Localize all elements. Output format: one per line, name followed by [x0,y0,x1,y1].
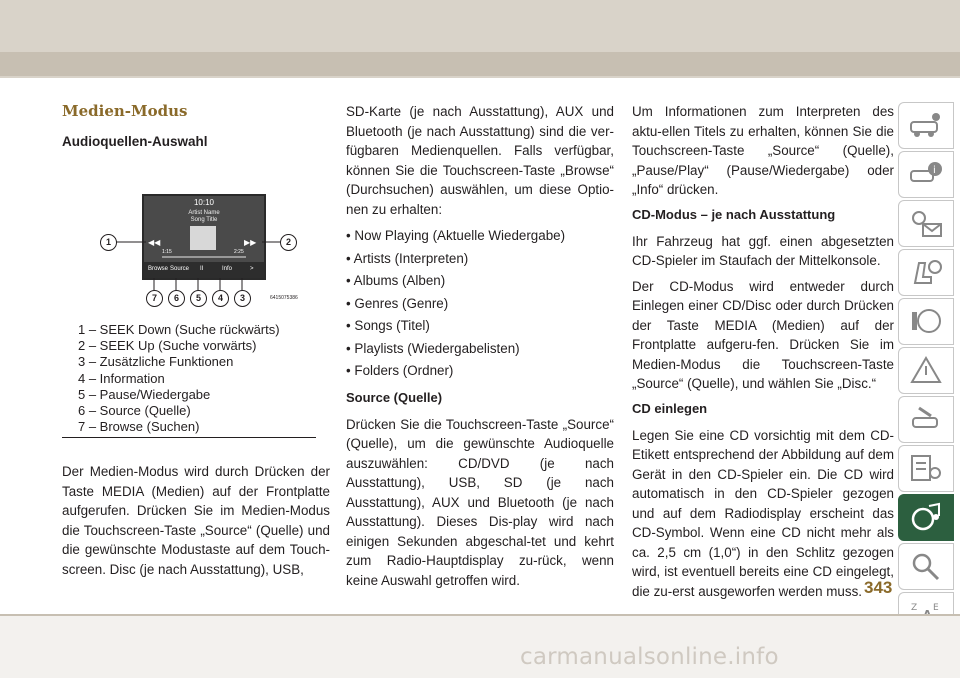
paragraph: SD-Karte (je nach Ausstattung), AUX und Bluetooth (je nach Ausstattung) sind die ver-fügbaren Medienquellen. Falls verfügbar, können Sie die Touchscreen-Taste „Browse“ (Durchsuchen) auswählen, um diese Optio-nen zu erhalten: [346,104,614,217]
car-info-icon [909,110,943,140]
chapter-tabs [898,102,954,641]
index-letter: Z [911,603,918,613]
top-stripe [0,52,960,76]
svg-text:i: i [933,165,936,176]
screen-time: 10:10 [193,198,215,207]
legend-item: 1 – SEEK Down (Suche rückwärts) [78,322,280,337]
seek-down-icon: ◀◀ [148,238,161,247]
figure-id: 6415075386 [270,295,298,301]
tab-car-info[interactable] [898,102,954,149]
screen-artist: Artist Name [188,210,220,216]
legend-item: 5 – Pause/Wiedergabe [78,386,211,402]
list-item: • Genres (Genre) [346,293,614,316]
paragraph: Drücken Sie die Touchscreen-Taste „Source“ (Quelle), um die gewünschte Audioquelle auszuwählen: CD/DVD (je nach Ausstattung), USB, SD (je nach Ausstattung), AUX und Bluetooth (je nach Ausstattung). Dieses Dis-play wird nach einigen Sekunden abgeschal-tet und kehrt zum Radio-Hauptdisplay zu-rück, wenn keine Auswahl getroffen wird. [346,416,614,588]
callout-4: 4 [212,290,229,307]
callout-2: 2 [280,234,297,251]
wrench-car-icon [909,404,943,434]
callout-5: 5 [190,290,207,307]
legend-item: 6 – Source (Quelle) [78,403,191,419]
tab-starting-driving[interactable] [898,298,954,345]
elapsed-time: 1:15 [162,249,172,255]
tab-customer-assistance[interactable] [898,543,954,590]
source-label: Source [170,266,190,272]
tab-car-warning[interactable] [898,151,954,198]
heading-source: Source (Quelle) [346,389,443,405]
browse-options-list [346,225,614,383]
browse-label: Browse [148,266,169,272]
callout-3: 3 [234,290,251,307]
column-1-text [62,462,330,585]
checklist-gear-icon [909,453,943,483]
tab-servicing[interactable] [898,396,954,443]
list-item: • Now Playing (Aktuelle Wiedergabe) [346,225,614,248]
tab-lights-messages[interactable] [898,200,954,247]
list-item: • Albums (Alben) [346,270,614,293]
paragraph: Ihr Fahrzeug hat ggf. einen abgesetzten CD-Spieler im Staufach der Mittelkonsole. [632,233,894,268]
total-time: 2:25 [234,249,244,255]
paragraph: Um Informationen zum Interpreten des aktu-ellen Titels zu erhalten, können Sie die Touchscreen-Taste „Source“ (Quelle), „Pause/Play“ (Pause/Wiedergabe) oder „Info“ drücken. [632,104,894,197]
callout-1: 1 [100,234,117,251]
callout-7: 7 [146,290,163,307]
figure-legend [78,322,314,435]
legend-divider [62,437,316,438]
tab-emergency[interactable] [898,347,954,394]
music-steering-icon [909,502,943,532]
page-number: 343 [864,578,893,597]
seek-up-icon: ▶▶ [244,238,257,247]
paragraph: Legen Sie eine CD vorsichtig mit dem CD-Etikett entsprechend der Abbildung auf dem Gerät in den CD-Spieler ein. Die CD wird automatisch in den CD-Spieler gezogen und auf dem Radiodisplay erscheint das CD-Symbol. Wenn eine CD nicht mehr als ca. 2,5 cm (1,0“) in den Schlitz gezogen wird, ist eventuell bereits eine CD eingelegt, die zu-erst ausgeworfen werden muss. [632,427,894,599]
legend-item: 4 – Information [78,370,165,386]
list-item: • Artists (Interpreten) [346,248,614,271]
legend-item: 3 – Zusätzliche Funktionen [78,354,234,370]
callout-6: 6 [168,290,185,307]
key-steering-icon [909,306,943,336]
magnifier-icon [909,551,943,581]
watermark: carmanualsonline.info [520,644,779,670]
light-envelope-icon [909,208,943,238]
section-title: Medien-Modus [62,102,188,120]
index-letter: E [933,603,939,613]
car-warning-icon [909,159,943,189]
tab-specifications[interactable] [898,445,954,492]
seat-airbag-icon [909,257,943,287]
list-item: • Folders (Ordner) [346,360,614,383]
paragraph: Der CD-Modus wird entweder durch Einlegen einer CD/Disc oder durch Drücken der Taste MEDIA (Medien) auf der Frontplatte aufgeru-fen. Drücken Sie im Medien-Modus die Touchscreen-Taste „Source“ (Quelle), und wählen Sie „Disc.“ [632,278,894,391]
heading-insert-cd: CD einlegen [632,400,708,416]
tab-safety[interactable] [898,249,954,296]
pause-label: II [200,266,204,272]
more-label: > [250,266,254,272]
tab-multimedia[interactable] [898,494,954,541]
radio-screen-figure [94,190,320,310]
column-2 [346,102,614,596]
screen-song: Song Title [190,217,218,223]
heading-cd-mode: CD-Modus – je nach Ausstattung [632,206,836,222]
subsection-title: Audioquellen-Auswahl [62,134,208,149]
legend-item: 7 – Browse (Suchen) [78,419,200,435]
road-warning-icon [909,355,943,385]
paragraph: Der Medien-Modus wird durch Drücken der Taste MEDIA (Medien) auf der Frontplatte aufgerufen. Drücken Sie im Medien-Modus die Touchscreen-Taste „Source“ (Quelle) und die gewünschte Modustaste auf dem Touch-screen. Disc (je nach Ausstattung), USB, [62,464,330,577]
column-3 [632,102,894,607]
legend-item: 2 – SEEK Up (Suche vorwärts) [78,338,257,354]
list-item: • Playlists (Wiedergabelisten) [346,338,614,361]
info-label: Info [222,266,233,272]
list-item: • Songs (Titel) [346,315,614,338]
